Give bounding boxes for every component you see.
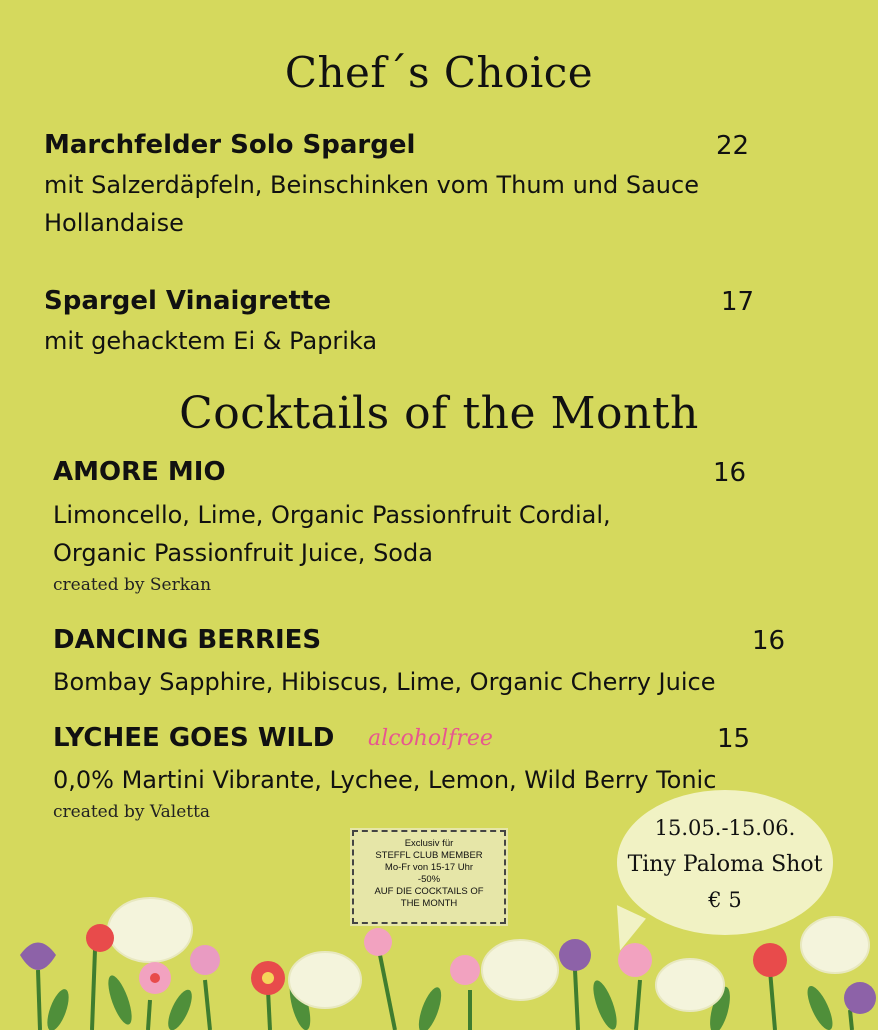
dish-price: 17	[721, 287, 755, 317]
cocktail-price: 16	[752, 626, 786, 656]
chefs-choice-heading: Chef´s Choice	[284, 48, 594, 97]
cocktail-price: 16	[713, 458, 747, 488]
stamp-line: STEFFL CLUB MEMBER	[375, 850, 483, 861]
club-member-stamp	[352, 830, 506, 924]
description-line: Hollandaise	[44, 209, 184, 237]
stamp-line: -50%	[417, 874, 441, 885]
cocktail-description	[53, 496, 611, 572]
cocktail-name: LYCHEE GOES WILD	[53, 723, 335, 753]
dish-price: 22	[716, 131, 750, 161]
dish-name: Marchfelder Solo Spargel	[44, 130, 416, 160]
description-line: mit Salzerdäpfeln, Beinschinken vom Thum und Sauce	[44, 171, 699, 199]
description-line: Organic Passionfruit Juice, Soda	[53, 539, 433, 567]
promo-title: Tiny Paloma Shot	[627, 852, 823, 877]
alcoholfree-tag: alcoholfree	[368, 726, 493, 751]
description-line: Limoncello, Lime, Organic Passionfruit Cordial,	[53, 501, 611, 529]
description-line: mit gehacktem Ei & Paprika	[44, 327, 378, 355]
cocktail-price: 15	[717, 724, 751, 754]
cocktails-heading: Cocktails of the Month	[179, 388, 699, 439]
dish-description	[44, 322, 377, 360]
stamp-line: THE MONTH	[400, 898, 458, 909]
dish-name: Spargel Vinaigrette	[44, 286, 332, 316]
cocktail-description	[53, 663, 715, 701]
cocktail-credit: created by Serkan	[53, 575, 212, 595]
cocktail-credit: created by Valetta	[53, 802, 211, 822]
stamp-line: Exclusiv für	[404, 838, 454, 849]
cocktail-description	[53, 761, 716, 799]
promo-bubble	[617, 790, 833, 935]
stamp-line: Mo-Fr von 15-17 Uhr	[384, 862, 474, 873]
description-line: 0,0% Martini Vibrante, Lychee, Lemon, Wild Berry Tonic	[53, 766, 717, 794]
dish-description	[44, 166, 699, 242]
description-line: Bombay Sapphire, Hibiscus, Lime, Organic Cherry Juice	[53, 668, 716, 696]
stamp-line: AUF DIE COCKTAILS OF	[374, 886, 484, 897]
promo-dates: 15.05.-15.06.	[654, 816, 796, 840]
cocktail-name: DANCING BERRIES	[53, 625, 322, 655]
cocktail-name: AMORE MIO	[53, 457, 226, 487]
promo-price: € 5	[708, 888, 742, 912]
